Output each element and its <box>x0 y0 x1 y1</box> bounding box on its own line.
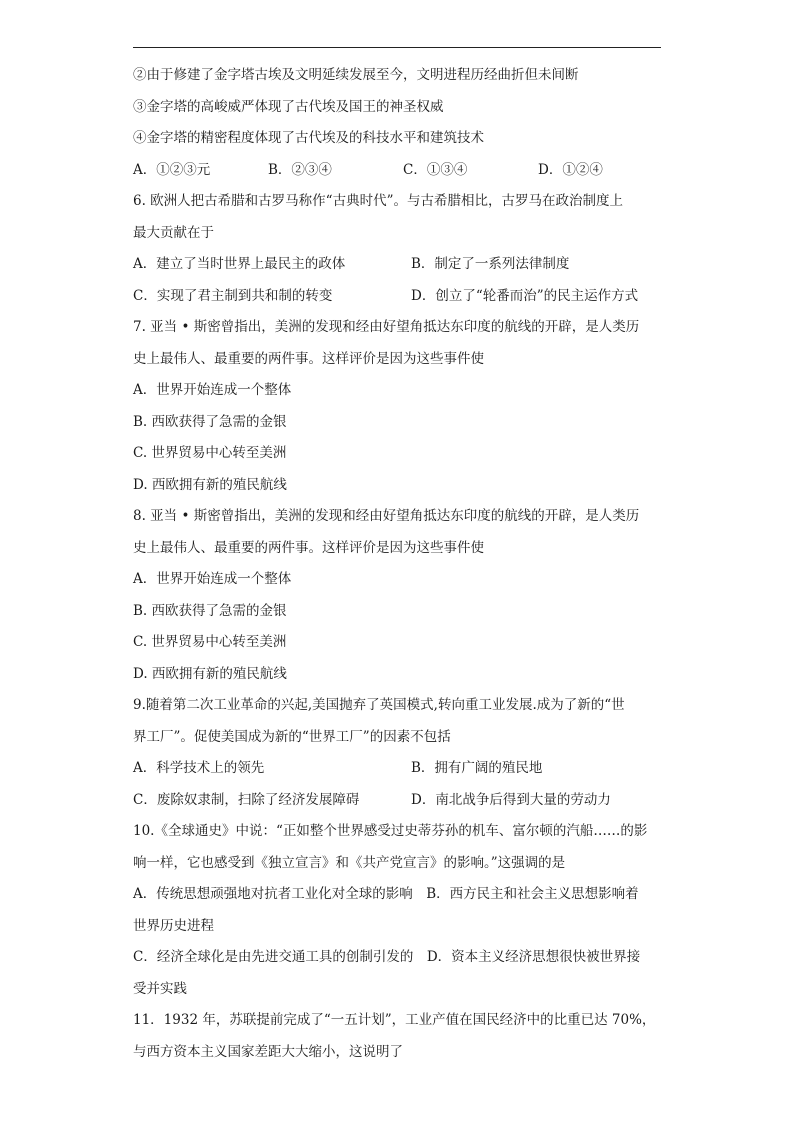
q8-option-d: D. 西欧拥有新的殖民航线 <box>133 665 287 682</box>
q5-option-d: D．①②④ <box>538 161 603 178</box>
q5-option-b: B．②③④ <box>268 161 332 178</box>
q9-option-d: D．南北战争后得到大量的劳动力 <box>411 791 611 808</box>
q6-stem-1: 6. 欧洲人把古希腊和古罗马称作“古典时代”。与古希腊相比，古罗马在政治制度上 <box>133 193 623 209</box>
q10-options-line-3: C．经济全球化是由先进交通工具的创制引发的 D．资本主义经济思想很快被世界接 <box>133 949 641 965</box>
q7-stem-1: 7. 亚当 • 斯密曾指出，美洲的发现和经由好望角抵达东印度的航线的开辟，是人类历 <box>133 319 640 335</box>
header-rule <box>133 47 661 48</box>
q5-option-c: C．①③④ <box>403 161 468 178</box>
q9-stem-2: 界工厂”。促使美国成为新的“世界工厂”的因素不包括 <box>133 728 451 745</box>
q7-option-a: A．世界开始连成一个整体 <box>133 382 292 398</box>
q7-option-d: D. 西欧拥有新的殖民航线 <box>133 476 287 493</box>
q10-stem-1: 10.《全球通史》中说：“正如整个世界感受过史蒂芬孙的机车、富尔顿的汽船……的影 <box>133 823 648 839</box>
q10-options-line-4: 受并实践 <box>133 980 187 997</box>
q8-stem-1: 8. 亚当 • 斯密曾指出，美洲的发现和经由好望角抵达东印度的航线的开辟，是人类历 <box>133 508 640 524</box>
q6-options-row-2 <box>133 285 673 317</box>
q11-stem-1: 11．1932 年，苏联提前完成了“一五计划”，工业产值在国民经济中的比重已达 70%， <box>133 1012 656 1028</box>
q5-option-a: A．①②③元 <box>133 161 211 178</box>
q7-option-b: B. 西欧获得了急需的金银 <box>133 413 287 430</box>
q6-option-c: C．实现了君主制到共和制的转变 <box>133 287 333 304</box>
q10-stem-2: 响一样，它也感受到《独立宣言》和《共产党宣言》的影响。”这强调的是 <box>133 854 566 871</box>
q6-stem-2: 最大贡献在于 <box>133 224 214 241</box>
q11-stem-2: 与西方资本主义国家差距大大缩小，这说明了 <box>133 1043 403 1060</box>
q8-option-b: B. 西欧获得了急需的金银 <box>133 602 287 619</box>
q6-option-b: B．制定了一系列法律制度 <box>411 256 570 272</box>
q7-stem-2: 史上最伟人、最重要的两件事。这样评价是因为这些事件使 <box>133 350 484 367</box>
q9-options-row-2 <box>133 789 673 821</box>
q10-options-line-1: A．传统思想顽强地对抗者工业化对全球的影响 B．西方民主和社会主义思想影响着 <box>133 886 639 902</box>
q6-option-d: D．创立了“轮番而治”的民主运作方式 <box>411 287 639 304</box>
intro-line-3: ③金字塔的高峻威严体现了古代埃及国王的神圣权威 <box>133 98 444 115</box>
q7-option-c: C. 世界贸易中心转至美洲 <box>133 445 287 461</box>
q8-option-a: A．世界开始连成一个整体 <box>133 571 292 587</box>
q9-stem-1: 9.随着第二次工业革命的兴起,美国抛弃了英国模式,转向重工业发展.成为了新的“世 <box>133 697 625 713</box>
exam-page <box>133 64 673 1072</box>
q10-options-line-2: 世界历史进程 <box>133 917 214 934</box>
intro-line-4: ④金字塔的精密程度体现了古代埃及的科技水平和建筑技术 <box>133 130 484 146</box>
q9-option-b: B．拥有广阔的殖民地 <box>411 760 543 776</box>
q6-option-a: A．建立了当时世界上最民主的政体 <box>133 256 346 272</box>
q9-option-a: A．科学技术上的领先 <box>133 760 265 776</box>
q6-options-row-1 <box>133 253 673 285</box>
q8-option-c: C. 世界贸易中心转至美洲 <box>133 634 287 650</box>
q5-options <box>133 159 673 191</box>
q9-option-c: C．废除奴隶制，扫除了经济发展障碍 <box>133 791 360 808</box>
intro-line-2: ②由于修建了金字塔古埃及文明延续发展至今，文明进程历经曲折但未间断 <box>133 67 579 83</box>
q8-stem-2: 史上最伟人、最重要的两件事。这样评价是因为这些事件使 <box>133 539 484 556</box>
q9-options-row-1 <box>133 757 673 789</box>
